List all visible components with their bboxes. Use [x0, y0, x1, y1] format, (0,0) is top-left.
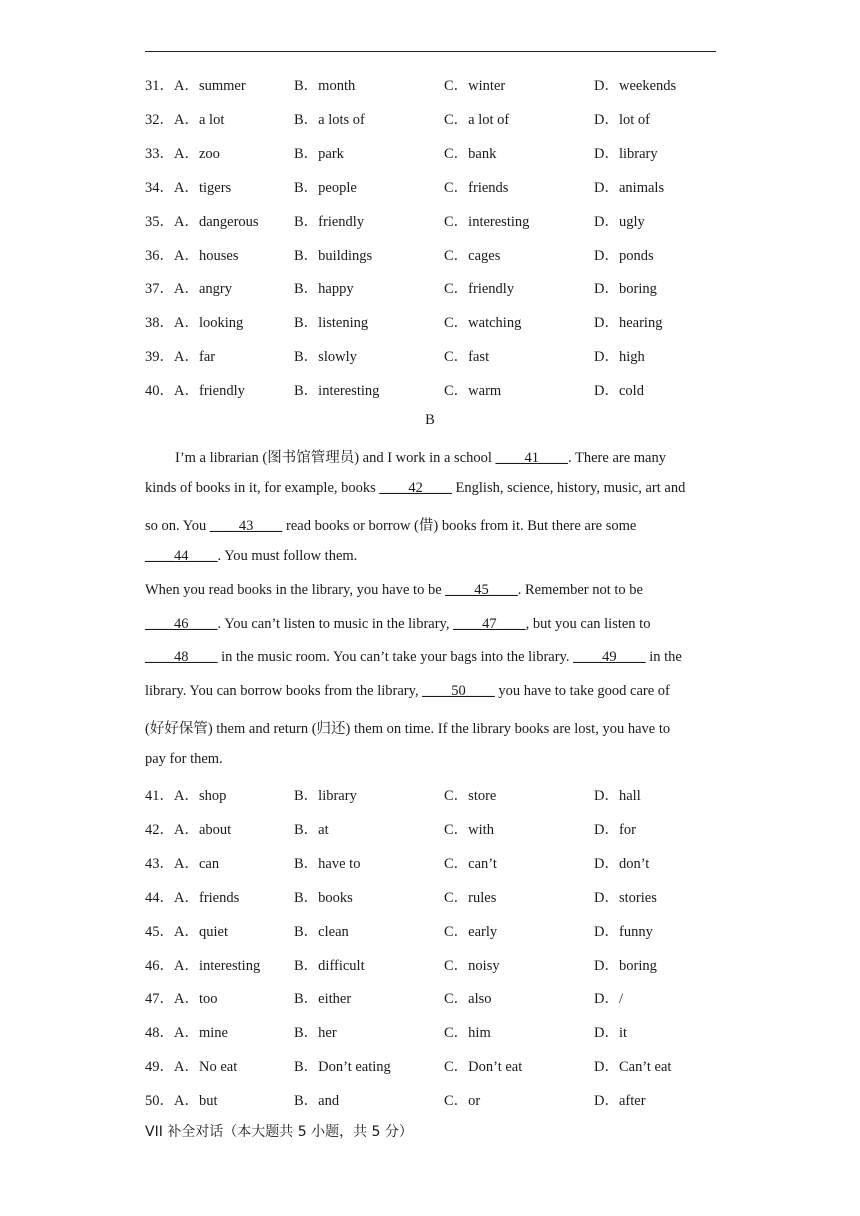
- option-d: D．it: [594, 1025, 628, 1042]
- option-b: B．a lots of: [294, 111, 365, 128]
- question-row: [145, 142, 725, 164]
- passage-text: , but you can listen to: [525, 615, 651, 632]
- question-row: [145, 345, 725, 367]
- option-d: D．high: [594, 349, 645, 366]
- option-a: 50．A．but: [145, 1093, 218, 1110]
- passage-line: [145, 751, 223, 768]
- blank-field: ____45____: [445, 581, 518, 598]
- option-b: B．and: [294, 1093, 340, 1110]
- option-c: C．rules: [444, 889, 497, 906]
- passage-text: . You must follow them.: [217, 547, 358, 564]
- option-c: C．fast: [444, 349, 490, 366]
- question-number: 39: [145, 349, 160, 366]
- option-a: 47．A．too: [145, 991, 218, 1008]
- blank-field: ____47____: [453, 615, 526, 632]
- option-d: D．weekends: [594, 78, 677, 94]
- blank-field: ____50____: [422, 683, 495, 700]
- option-a: 31．A．summer: [145, 78, 246, 94]
- question-number: 48: [145, 1025, 160, 1042]
- passage-line: [145, 480, 685, 497]
- passage-text: in the: [645, 649, 682, 666]
- question-number: 49: [145, 1059, 160, 1076]
- option-a: 43．A．can: [145, 855, 220, 872]
- option-a: 41．A．shop: [145, 788, 227, 804]
- option-a: 48．A．mine: [145, 1025, 228, 1042]
- option-c: C．Don’t eat: [444, 1059, 523, 1076]
- question-number: 46: [145, 957, 160, 974]
- option-b: B．her: [294, 1025, 337, 1042]
- option-c: C．friends: [444, 179, 509, 196]
- blank-field: ____48____: [145, 649, 218, 666]
- option-b: B．month: [294, 78, 356, 94]
- option-a: 32．A．a lot: [145, 111, 225, 128]
- header-rule: [145, 51, 716, 52]
- question-row: [145, 108, 725, 130]
- option-a: 39．A．far: [145, 349, 216, 366]
- option-d: D．stories: [594, 889, 657, 906]
- option-d: D．don’t: [594, 855, 650, 872]
- question-row: [145, 244, 725, 266]
- blank-field: ____44____: [145, 547, 218, 564]
- question-number: 44: [145, 889, 160, 906]
- passage-line: [145, 717, 670, 738]
- option-a: 46．A．interesting: [145, 957, 261, 974]
- option-b: B．clean: [294, 923, 349, 940]
- question-row: [145, 277, 725, 299]
- option-b: B．have to: [294, 855, 361, 872]
- option-b: B．at: [294, 821, 329, 838]
- option-b: B．library: [294, 788, 357, 804]
- option-b: B．difficult: [294, 957, 365, 974]
- option-d: D．hall: [594, 788, 641, 804]
- option-d: D．cold: [594, 383, 644, 400]
- question-number: 35: [145, 213, 160, 230]
- option-c: C．friendly: [444, 281, 515, 298]
- question-row: [145, 920, 725, 942]
- question-row: [145, 818, 725, 840]
- option-b: B．buildings: [294, 247, 373, 264]
- passage-line: [145, 582, 643, 599]
- question-row: [145, 852, 725, 874]
- passage-text: in the music room. You can’t take your bags into the library.: [217, 649, 574, 666]
- option-a: 40．A．friendly: [145, 383, 245, 400]
- option-b: B．friendly: [294, 213, 365, 230]
- blank-field: ____42____: [379, 479, 452, 496]
- option-c: C．warm: [444, 383, 502, 400]
- question-row: [145, 1055, 725, 1077]
- option-d: D．funny: [594, 923, 653, 940]
- option-d: D．lot of: [594, 111, 650, 128]
- option-d: D．library: [594, 145, 658, 162]
- option-a: 36．A．houses: [145, 247, 239, 264]
- option-d: D．boring: [594, 281, 657, 298]
- option-c: C．him: [444, 1025, 491, 1042]
- question-row: [145, 210, 725, 232]
- question-number: 47: [145, 991, 160, 1008]
- option-a: 33．A．zoo: [145, 145, 220, 162]
- passage-text: English, science, history, music, art and: [451, 479, 686, 496]
- passage-line: [145, 548, 357, 565]
- option-c: C．noisy: [444, 957, 500, 974]
- question-row: [145, 311, 725, 333]
- option-a: 34．A．tigers: [145, 179, 232, 196]
- passage-text: . You can’t listen to music in the library,: [217, 615, 454, 632]
- blank-field: ____41____: [495, 450, 569, 466]
- question-row: [145, 784, 725, 806]
- option-c: C．winter: [444, 78, 506, 94]
- question-number: 34: [145, 179, 160, 196]
- section-b-label: B: [425, 412, 435, 428]
- question-number: 43: [145, 855, 160, 872]
- passage-text: kinds of books in it, for example, books: [145, 479, 380, 496]
- option-a: 45．A．quiet: [145, 923, 228, 940]
- question-row: [145, 74, 725, 96]
- option-a: 38．A．looking: [145, 315, 244, 332]
- option-d: D．animals: [594, 179, 665, 196]
- passage-line: [145, 683, 670, 700]
- passage-text: pay for them.: [145, 751, 223, 768]
- question-number: 37: [145, 281, 160, 298]
- option-c: C．a lot of: [444, 111, 510, 128]
- option-a: 49．A．No eat: [145, 1059, 238, 1076]
- option-a: 42．A．about: [145, 821, 232, 838]
- option-a: 35．A．dangerous: [145, 213, 259, 230]
- option-c: C．with: [444, 821, 494, 838]
- question-row: [145, 1089, 725, 1111]
- passage-text: library. You can borrow books from the library,: [145, 683, 423, 700]
- option-b: B．listening: [294, 315, 369, 332]
- option-d: D．Can’t eat: [594, 1059, 672, 1076]
- option-b: B．Don’t eating: [294, 1059, 391, 1076]
- question-number: 38: [145, 315, 160, 332]
- question-number: 31: [145, 78, 160, 94]
- blank-field: ____46____: [145, 615, 218, 632]
- passage-line: [175, 446, 666, 467]
- question-number: 32: [145, 111, 160, 128]
- option-b: B．books: [294, 889, 353, 906]
- question-number: 45: [145, 923, 160, 940]
- option-c: C．store: [444, 788, 497, 804]
- option-c: C．can’t: [444, 855, 497, 872]
- option-d: D．ponds: [594, 247, 654, 264]
- option-d: D．hearing: [594, 315, 663, 332]
- option-c: C．early: [444, 923, 498, 940]
- option-b: B．either: [294, 991, 352, 1008]
- option-a: 37．A．angry: [145, 281, 232, 298]
- passage-text: so on. You: [145, 517, 210, 534]
- passage-text: read books or borrow (借) books from it. But there are some: [282, 517, 637, 534]
- question-number: 50: [145, 1093, 160, 1110]
- option-c: C．interesting: [444, 213, 530, 230]
- option-a: 44．A．friends: [145, 889, 240, 906]
- option-c: C．or: [444, 1093, 481, 1110]
- passage-text: (好好保管) them and return (归还) them on time. If the library books are lost, you have to: [145, 721, 671, 738]
- question-number: 41: [145, 788, 160, 804]
- option-c: C．cages: [444, 247, 501, 264]
- option-b: B．park: [294, 145, 344, 162]
- passage-text: When you read books in the library, you have to be: [145, 581, 446, 598]
- question-number: 42: [145, 821, 160, 838]
- question-row: [145, 886, 725, 908]
- option-d: D．for: [594, 821, 636, 838]
- option-b: B．slowly: [294, 349, 357, 366]
- question-row: [145, 987, 725, 1009]
- question-row: [145, 379, 725, 401]
- question-number: 40: [145, 383, 160, 400]
- question-number: 36: [145, 247, 160, 264]
- section-vii-heading: VII 补全对话（本大题共 5 小题，共 5 分）: [145, 1124, 413, 1140]
- question-row: [145, 176, 725, 198]
- passage-text: . Remember not to be: [517, 581, 643, 598]
- passage-text: I’m a librarian (图书馆管理员) and I work in a school: [175, 450, 496, 466]
- option-d: D．/: [594, 991, 624, 1008]
- question-number: 33: [145, 145, 160, 162]
- passage-text: you have to take good care of: [494, 683, 670, 700]
- option-b: B．happy: [294, 281, 354, 298]
- option-b: B．interesting: [294, 383, 380, 400]
- blank-field: ____43____: [209, 517, 283, 534]
- option-d: D．after: [594, 1093, 646, 1110]
- passage-line: [145, 514, 636, 535]
- option-d: D．ugly: [594, 213, 645, 230]
- passage-line: [145, 649, 682, 666]
- passage-text: . There are many: [568, 450, 666, 466]
- option-c: C．watching: [444, 315, 522, 332]
- option-c: C．bank: [444, 145, 497, 162]
- option-b: B．people: [294, 179, 357, 196]
- blank-field: ____49____: [573, 649, 646, 666]
- passage-line: [145, 616, 650, 633]
- option-c: C．also: [444, 991, 492, 1008]
- question-row: [145, 954, 725, 976]
- option-d: D．boring: [594, 957, 657, 974]
- question-row: [145, 1021, 725, 1043]
